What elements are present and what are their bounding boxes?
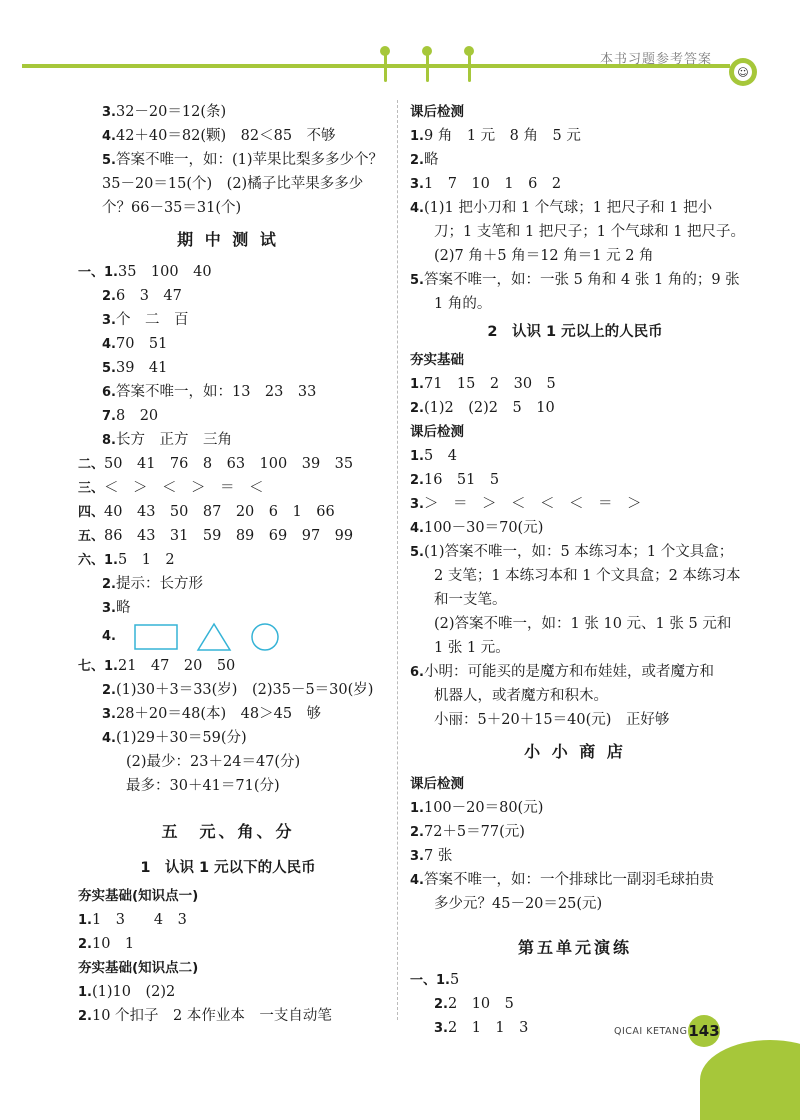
section-label: 课后检测 [410,776,464,792]
item-number: 1. [78,913,92,928]
item-number: 二、 [78,457,105,472]
answer-line [410,196,740,220]
item-number: 2. [410,153,424,168]
item-number: 2. [78,937,92,952]
item-number: 2. [434,997,448,1012]
answer-text: 1 角的。 [434,296,492,312]
answer-line [410,268,740,292]
answer-line [410,636,740,660]
answer-line [410,148,740,172]
item-number: 1. [410,801,424,816]
answer-line [78,428,378,452]
answer-line [78,726,378,750]
answer-text: 1 7 10 1 6 2 [423,176,562,192]
item-number: 1. [78,985,92,1000]
answer-text: (1)2 (2)2 5 10 [423,400,555,416]
answer-line [410,968,740,992]
footer-brand: QICAI KETANG [614,1026,688,1037]
shop-answers [410,796,740,916]
section-title-drill: 第五单元演练 [517,938,632,957]
item-number: 4. [410,201,424,216]
answer-text: 答案不唯一，如：一张 5 角和 4 张 1 角的；9 张 [423,272,740,288]
answer-line [78,332,378,356]
item-number: 6. [410,665,424,680]
item-number: 2. [102,577,116,592]
item-number: 2. [410,825,424,840]
item-number: 七、1. [78,659,118,674]
answer-text: (1)29＋30＝59(分) [115,730,247,746]
answer-line [410,844,740,868]
answer-text: 和一支笔。 [434,592,507,608]
item-number: 四、 [78,505,105,520]
answer-text: 机器人，或者魔方和积木。 [434,688,608,704]
lesson-title-2: 2 认识 1 元以上的人民币 [487,324,663,340]
answer-line [410,516,740,540]
answer-text: 个 二 百 [115,312,189,328]
answer-text: 答案不唯一，如：(1)苹果比梨多多少个？ [115,152,384,168]
column-divider [397,100,398,1020]
answer-text: 2 支笔；1 本练习本和 1 个文具盒；2 本练习本 [434,568,741,584]
item-number: 4. [102,731,116,746]
section-label: 夯实基础(知识点一) [78,888,199,904]
answer-text: 7 张 [423,848,453,864]
section-label: 课后检测 [410,104,464,120]
answer-line [78,148,384,172]
answer-text: 42＋40＝82(颗) 82＜85 不够 [115,128,336,144]
item-number: 3. [410,849,424,864]
answer-text: 40 43 50 87 20 6 1 66 [104,504,335,520]
lesson1-check-answers [410,124,746,316]
answer-text: 多少元？45－20＝25(元) [434,896,603,912]
item-number: 2. [78,1009,92,1024]
answer-line [410,684,740,708]
answer-line [410,396,740,420]
binder-ring-icon [420,46,434,82]
item-number: 3. [102,313,116,328]
answer-text: (2)最少：23＋24＝47(分) [126,754,301,770]
binder-ring-icon [378,46,392,82]
answer-text: 71 15 2 30 5 [423,376,556,392]
answer-line [410,992,740,1016]
answer-text: 10 1 [91,936,135,952]
answer-line [78,908,378,932]
midterm-answers [78,260,378,620]
item-number: 2. [102,289,116,304]
answer-line [78,932,378,956]
answer-text: 100－30＝70(元) [423,520,544,536]
item-number: 5. [102,361,116,376]
answer-text: 2 10 5 [447,996,514,1012]
triangle-shape [196,622,232,652]
answer-text: 1 3 4 3 [91,912,187,928]
answer-line [78,654,378,678]
section-title-shop: 小 小 商 店 [524,742,626,761]
answer-line [78,548,378,572]
header-title: 本书习题参考答案 [600,52,713,67]
item-number: 4. [102,337,116,352]
answer-line [78,284,378,308]
item-number: 8. [102,433,116,448]
lesson-title-1: 1 认识 1 元以下的人民币 [140,860,316,876]
item-number: 五、 [78,529,105,544]
shapes-answer [78,620,378,654]
item-number: 3. [102,707,116,722]
answer-text: 35－20＝15(个) (2)橘子比苹果多多少 [102,176,364,192]
answer-line [410,588,740,612]
item-number: 4. [102,629,116,644]
section-label: 夯实基础 [410,352,464,368]
answer-line [410,492,740,516]
answer-line [410,444,740,468]
answer-text: 小丽：5＋20＋15＝40(元) 正好够 [434,712,670,728]
answer-text: 6 3 47 [115,288,182,304]
item-number: 6. [102,385,116,400]
circle-shape [250,622,280,652]
answer-line [410,244,740,268]
answer-text: (1)30＋3＝33(岁) (2)35－5＝30(岁) [115,682,374,698]
answer-line [78,380,378,404]
section-title-midterm: 期 中 测 试 [177,230,279,249]
rectangle-shape [134,624,178,650]
answer-text: (1)1 把小刀和 1 个气球；1 把尺子和 1 把小 [423,200,713,216]
item-number: 3. [410,177,424,192]
answer-text: 28＋20＝48(本) 48＞45 够 [115,706,322,722]
item-number: 3. [410,497,424,512]
section-label: 课后检测 [410,424,464,440]
answer-line [78,678,378,702]
answer-text: 答案不唯一，如：一个排球比一副羽毛球拍贵 [423,872,714,888]
item-number: 3. [102,105,116,120]
answer-line [78,980,378,1004]
answer-line [78,596,378,620]
answer-line [78,100,378,124]
answer-line [78,124,378,148]
answer-text: 32－20＝12(条) [115,104,227,120]
answer-line [78,172,378,196]
answer-text: (1)10 (2)2 [91,984,176,1000]
answer-text: 21 47 20 50 [117,658,236,674]
answer-line [78,524,378,548]
answer-line [410,892,740,916]
answer-text: 5 1 2 [117,552,175,568]
answer-line [410,172,740,196]
item-number: 4. [410,873,424,888]
lesson2-check-answers [410,444,740,732]
mascot-face: ☺ [734,63,752,81]
answer-text: 100－20＝80(元) [423,800,544,816]
answer-text: 略 [423,152,439,168]
answer-text: 35 100 40 [117,264,212,280]
answer-text: 9 角 1 元 8 角 5 元 [423,128,581,144]
answer-text: 70 51 [115,336,168,352]
left-column [78,100,384,1028]
answer-text: 5 4 [423,448,457,464]
answer-line [78,1004,378,1028]
answer-line [410,820,740,844]
answer-text: 39 41 [115,360,168,376]
answer-text: 提示：长方形 [115,576,203,592]
page-number: 143 [688,1015,720,1047]
answer-line [78,356,378,380]
answer-text: 小明：可能买的是魔方和布娃娃，或者魔方和 [423,664,714,680]
answers-list-top [78,100,384,220]
answer-text: 2 1 1 3 [447,1020,529,1036]
item-number: 3. [102,601,116,616]
mascot-icon [729,58,757,86]
answer-text: 个？66－35＝31(个) [102,200,242,216]
answer-text: 长方 正方 三角 [115,432,232,448]
answer-line [410,612,740,636]
answer-line [410,868,740,892]
right-column [410,100,746,1040]
answer-line [410,564,740,588]
answer-line [78,196,378,220]
footer-swoosh [700,1040,800,1120]
answer-text: 86 43 31 59 89 69 97 99 [104,528,354,544]
item-number: 4. [102,129,116,144]
answer-text: 5 [449,972,460,988]
answer-text: ＜ ＞ ＜ ＞ ＝ ＜ [104,480,264,496]
binder-ring-icon [462,46,476,82]
answer-line [78,404,378,428]
answer-text: (2)7 角＋5 角＝12 角＝1 元 2 角 [434,248,654,264]
answer-text: 略 [115,600,131,616]
item-number: 一、1. [78,265,118,280]
lesson1-part1-answers [78,908,378,956]
item-number: 六、1. [78,553,118,568]
answer-text: (2)答案不唯一，如：1 张 10 元、1 张 5 元和 [434,616,732,632]
answer-text: 8 20 [115,408,159,424]
answer-line [410,292,740,316]
lesson1-part2-answers [78,980,378,1028]
answer-text: 答案不唯一，如：13 23 33 [115,384,317,400]
answer-text: 最多：30＋41＝71(分) [126,778,280,794]
answer-line [78,308,378,332]
item-number: 2. [410,401,424,416]
answer-text: 16 51 5 [423,472,500,488]
answer-line [410,468,740,492]
item-number: 5. [102,153,116,168]
answer-line [410,796,740,820]
answer-line [410,708,740,732]
answer-text: 72＋5＝77(元) [423,824,525,840]
answer-line [78,452,378,476]
item-number: 1. [410,129,424,144]
midterm-answers-part2 [78,654,378,798]
answer-line [78,750,378,774]
answer-text: (1)答案不唯一，如：5 本练习本；1 个文具盒； [423,544,734,560]
answer-text: 10 个扣子 2 本作业本 一支自动笔 [91,1008,332,1024]
answer-text: 50 41 76 8 63 100 39 35 [104,456,354,472]
item-number: 三、 [78,481,105,496]
answer-line [410,220,746,244]
item-number: 一、1. [410,973,450,988]
item-number: 5. [410,273,424,288]
answer-line [78,260,378,284]
item-number: 2. [102,683,116,698]
item-number: 1. [410,449,424,464]
unit-title: 五 元、角、分 [161,822,295,841]
answer-line [78,572,378,596]
item-number: 4. [410,521,424,536]
answer-text: ＞ ＝ ＞ ＜ ＜ ＜ ＝ ＞ [423,496,642,512]
answer-line [78,702,378,726]
answer-line [410,124,740,148]
item-number: 2. [410,473,424,488]
section-label: 夯实基础(知识点二) [78,960,199,976]
answer-text: 1 张 1 元。 [434,640,510,656]
item-number: 1. [410,377,424,392]
answer-line [78,476,378,500]
answer-line [78,774,378,798]
answer-line [78,500,378,524]
lesson2-basic-answers [410,372,740,420]
item-number: 5. [410,545,424,560]
answer-line [410,660,740,684]
item-number: 7. [102,409,116,424]
answer-line [410,540,740,564]
item-number: 3. [434,1021,448,1036]
answer-line [410,372,740,396]
answer-text: 刀；1 支笔和 1 把尺子；1 个气球和 1 把尺子。 [434,224,746,240]
